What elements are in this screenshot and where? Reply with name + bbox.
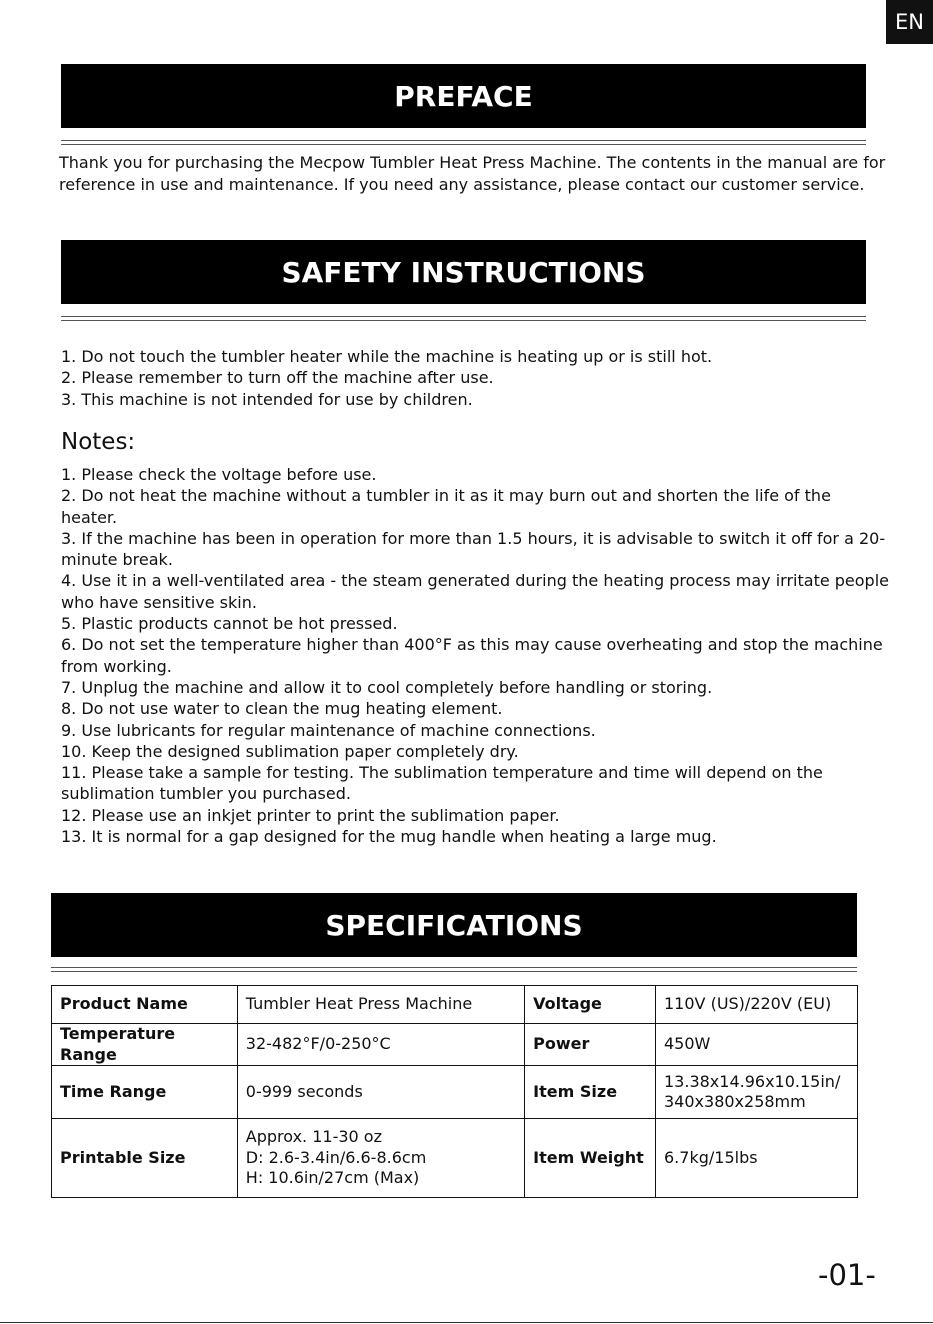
spec-value: 110V (US)/220V (EU)	[656, 986, 858, 1024]
notes-item: 9. Use lubricants for regular maintenance of machine connections.	[61, 720, 596, 740]
notes-title: Notes:	[61, 429, 136, 455]
table-row	[52, 1024, 858, 1066]
notes-item: 12. Please use an inkjet printer to print the sublimation paper.	[61, 805, 560, 825]
spec-key: Item Size	[525, 1066, 656, 1119]
notes-item: 8. Do not use water to clean the mug heating element.	[61, 699, 503, 719]
spec-key: Power	[525, 1024, 656, 1066]
notes-item: 7. Unplug the machine and allow it to cool completely before handling or storing.	[61, 677, 713, 697]
spec-value: Tumbler Heat Press Machine	[237, 986, 524, 1024]
spec-key: Printable Size	[52, 1119, 238, 1198]
specs-heading: SPECIFICATIONS	[51, 893, 857, 957]
safety-item: 3. This machine is not intended for use by children.	[61, 389, 473, 409]
table-row	[52, 986, 858, 1024]
language-tab: EN	[886, 0, 933, 44]
page-number: -01-	[818, 1258, 876, 1292]
spec-key: Time Range	[52, 1066, 238, 1119]
specs-divider	[51, 967, 857, 972]
spec-key: Temperature Range	[52, 1024, 238, 1066]
safety-item: 1. Do not touch the tumbler heater while the machine is heating up or is still hot.	[61, 347, 713, 366]
preface-heading: PREFACE	[61, 64, 866, 128]
notes-item: 1. Please check the voltage before use.	[61, 465, 377, 484]
preface-text: Thank you for purchasing the Mecpow Tumbler Heat Press Machine. The contents in the manual are for reference in use and maintenance. If you need any assistance, please contact our customer service.	[59, 153, 886, 194]
footer-divider	[0, 1322, 933, 1323]
notes-item: 11. Please take a sample for testing. The sublimation temperature and time will depend on the sublimation tumbler you purchased.	[61, 763, 823, 804]
spec-value: 6.7kg/15lbs	[656, 1119, 858, 1198]
spec-value: 450W	[656, 1024, 858, 1066]
notes-item: 2. Do not heat the machine without a tumbler in it as it may burn out and shorten the life of the heater.	[61, 486, 831, 527]
notes-item: 13. It is normal for a gap designed for the mug handle when heating a large mug.	[61, 827, 717, 847]
spec-value: 13.38x14.96x10.15in/ 340x380x258mm	[656, 1066, 858, 1119]
safety-item: 2. Please remember to turn off the machine after use.	[61, 368, 494, 388]
table-row	[52, 1066, 858, 1119]
safety-list	[61, 346, 881, 410]
spec-key: Item Weight	[525, 1119, 656, 1198]
notes-item: 3. If the machine has been in operation for more than 1.5 hours, it is advisable to switch it off for a 20-minute break.	[61, 528, 886, 570]
safety-divider	[61, 316, 866, 321]
notes-list	[61, 464, 891, 847]
spec-key: Voltage	[525, 986, 656, 1024]
notes-item: 6. Do not set the temperature higher than 400°F as this may cause overheating and stop the machine from working.	[61, 635, 883, 676]
spec-value: 0-999 seconds	[237, 1066, 524, 1119]
spec-key: Product Name	[52, 986, 238, 1024]
table-row	[52, 1119, 858, 1198]
spec-value: Approx. 11-30 oz D: 2.6-3.4in/6.6-8.6cm H: 10.6in/27cm (Max)	[237, 1119, 524, 1198]
preface-divider	[61, 140, 866, 145]
safety-heading: SAFETY INSTRUCTIONS	[61, 240, 866, 304]
spec-value: 32-482°F/0-250°C	[237, 1024, 524, 1066]
notes-item: 4. Use it in a well-ventilated area - the steam generated during the heating process may irritate people who have sensitive skin.	[61, 571, 889, 612]
spec-table	[51, 985, 858, 1198]
notes-item: 10. Keep the designed sublimation paper completely dry.	[61, 741, 519, 761]
notes-item: 5. Plastic products cannot be hot pressed.	[61, 614, 398, 634]
